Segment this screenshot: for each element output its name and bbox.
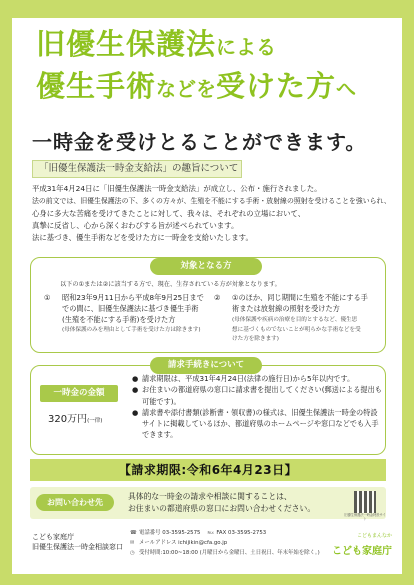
footer-info xyxy=(130,528,320,558)
amount xyxy=(48,410,102,425)
item-note: (母体保護のみを理由として手術を受けた方は除きます) xyxy=(62,327,201,333)
bullet-icon: ● xyxy=(132,407,139,417)
agency-logo: こどもまんなか こども家庭庁 xyxy=(332,533,392,557)
procedure-item: ● 請求書や添付書類(診断書・領収書)の様式は、旧優生保護法一時金の特設サイトに掲載しているほか、都道府県のホームページや窓口などでも入手できます。 xyxy=(132,407,379,440)
procedure-label: 請求手続きについて xyxy=(150,357,262,374)
deadline-banner: 【請求期限:令和6年4月23日】 xyxy=(30,459,386,481)
top-band xyxy=(12,12,402,18)
purpose-title: 「旧優生保護法一時金支給法」の趣旨について xyxy=(32,160,242,178)
purpose-line: 心身に多大な苦痛を受けてきたことに対して、我々は、それぞれの立場において、 xyxy=(32,208,306,218)
procedure-item: ● 請求期限は、平成31年4月24日(法律の施行日)から5年以内です。 xyxy=(132,374,355,383)
amount-tag: 一時金の金額 xyxy=(40,385,118,402)
headline-line2: 優生手術などを受けた方へ xyxy=(36,69,357,103)
contact-tag: お問い合わせ先 xyxy=(36,494,114,511)
item-number: ② xyxy=(214,293,221,302)
mail-icon: ✉ xyxy=(130,540,135,546)
target-item-2 xyxy=(214,292,384,345)
item-line: ①のほか、同じ期間に生殖を不能にする手 xyxy=(232,293,368,302)
qr-code[interactable] xyxy=(354,491,376,513)
phone-icon: ☎ xyxy=(130,530,137,536)
purpose-line: 法の前文では、旧優生保護法の下、多くの方々が、生殖を不能にする手術・放射線の照射を受けることを強いられ、 xyxy=(32,197,391,206)
bullet-icon: ● xyxy=(132,385,139,395)
item-line: 術または放射線の照射を受けた方 xyxy=(232,304,340,313)
mail-address[interactable]: メールアドレス ichijikin@cfa.go.jp xyxy=(139,540,228,546)
footer-org: こども家庭庁 旧優生保護法一時金相談窓口 xyxy=(32,533,123,551)
item-note: 想に基づくものでないことが明らかな手術などを受 xyxy=(232,326,361,333)
item-note: けた方を除きます) xyxy=(232,336,279,342)
target-lead: 以下の①または②に該当する方で、現在、生存されている方が対象となります。 xyxy=(60,281,281,288)
purpose-text xyxy=(32,183,391,244)
purpose-line: 法に基づき、優生手術などを受けた方に一時金を支給いたします。 xyxy=(32,233,253,243)
item-note: (母体保護や疾病の治療を目的とするなど、優生思 xyxy=(232,317,358,323)
bullet-icon: ● xyxy=(132,374,139,383)
subheading: 一時金を受けとることができます。 xyxy=(32,130,367,154)
item-number: ① xyxy=(44,293,51,302)
contact-text: 具体的な一時金の請求や相談に関することは、 お住まいの都道府県の窓口にお問い合わせください。 xyxy=(128,492,316,513)
hours: 受付時間:10:00~18:00 (月曜日から金曜日、土日祝日、年末年始を除く。) xyxy=(139,550,320,556)
item-line: での間に、旧優生保護法に基づき優生手術 xyxy=(62,304,199,313)
procedure-item: ● お住まいの都道府県の窓口に請求書を提出してください(郵送による提出も可能です)。 xyxy=(132,385,382,406)
qr-caption: 旧優生保護法一時金特設サイト xyxy=(344,513,386,521)
amount-unit: (一律) xyxy=(87,418,103,424)
target-label: 対象となる方 xyxy=(150,258,262,275)
phone[interactable]: 電話番号 03-3595-2575 xyxy=(139,530,201,536)
fax: FAX 03-3595-2753 xyxy=(216,530,267,536)
headline-line1: 旧優生保護法による xyxy=(36,27,277,61)
target-item-1 xyxy=(44,292,214,336)
purpose-line: 真摯に反省し、心から深くおわびする旨が述べられています。 xyxy=(32,220,239,230)
procedure-list xyxy=(132,373,382,441)
item-line: 昭和23年9月11日から平成8年9月25日まで xyxy=(62,293,204,302)
amount-value: 320万円 xyxy=(48,414,88,425)
item-line: (生殖を不能にする手術)を受けた方 xyxy=(62,315,176,324)
clock-icon: ◷ xyxy=(130,550,135,556)
purpose-line: 平成31年4月24日に「旧優生保護法一時金支給法」が成立し、公布・施行されました。 xyxy=(32,184,322,193)
fax-icon: ℻ xyxy=(207,530,214,536)
